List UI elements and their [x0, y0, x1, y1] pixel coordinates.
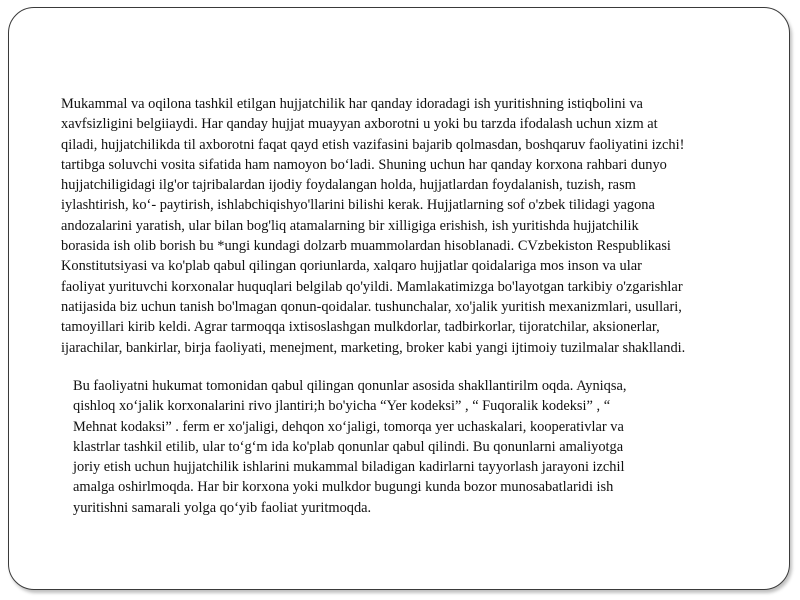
paragraph-1-line: borasida ish olib borish bu *ungi kundagi dolzarb muammolardan hisoblanadi. CVzbekiston Respublikasi: [61, 238, 671, 255]
paragraph-1-line: tartibga soluvchi vosita sifatida ham namoyon bo‘ladi. Shuning uchun har qanday korxona rahbari dunyo: [61, 156, 667, 173]
paragraph-1-line: faoliyat yurituvchi korxonalar huquqlari belgilab qo'yildi. Mamlakatimizga bo'layotgan tarkibiy o'zgarishlar: [61, 278, 683, 295]
paragraph-2-line: Mehnat kodaksi” . ferm er xo'jaligi, dehqon xo‘jaligi, tomorqa yer uchaskalari, kooperativlar va: [73, 418, 624, 435]
paragraph-1-line: ijarachilar, bankirlar, birja faoliyati, menejment, marketing, broker kabi yangi ijtimoiy tuzilmalar shakllandi.: [61, 339, 686, 356]
paragraph-1: [61, 94, 685, 358]
paragraph-1-line: hujjatchiligidagi ilg'or tajribalardan ijodiy foydalangan holda, hujjatlardan foydalanish, tuzish, rasm: [61, 177, 636, 194]
paragraph-1-line: iylashtirish, ko‘- paytirish, ishlabchiqishyo'llarini bilishi kerak. Hujjatlarning sof o'zbek tilidagi yagona: [61, 197, 655, 214]
paragraph-1-line: xavfsizligini belgiiaydi. Har qanday hujjat muayyan axborotni u yoki bu tarzda ifodalash uchun xizm at: [61, 116, 658, 133]
paragraph-1-line: Konstitutsiyasi va ko'plab qabul qilingan qoriunlarda, xalqaro hujjatlar qoidalariga mos inson va ular: [61, 258, 642, 275]
paragraph-2-line: qishloq xo‘jalik korxonalarini rivo jlantiri;h bo'yicha “Yer kodeksi” , “ Fuqoralik kodeksi” , “: [73, 398, 611, 415]
paragraph-2-line: joriy etish uchun hujjatchilik ishlarini mukammal biladigan kadirlarni tayyorlash jarayoni izchil: [73, 459, 625, 476]
paragraph-1-line: andozalarini yaratish, ular bilan bog'liq atamalarning bir xilligiga erishish, ish yuritishda hujjatchilik: [61, 217, 639, 234]
paragraph-1-line: tamoyillari kirib keldi. Agrar tarmoqqa ixtisoslashgan mulkdorlar, tadbirkorlar, tijoratchilar, aksionerlar,: [61, 319, 660, 336]
paragraph-2: [73, 376, 626, 518]
paragraph-2-line: yuritishni samarali yolga qo‘yib faoliat yuritmoqda.: [73, 499, 372, 516]
paragraph-2-line: amalga oshirlmoqda. Har bir korxona yoki mulkdor bugungi kunda bozor munosabatlaridi ish: [73, 479, 614, 496]
paragraph-1-line: qiladi, hujjatchilikda til axborotni faqat qayd etish vazifasini bajarib qolmasdan, boshqaruv faoliyatini izchi!: [61, 136, 685, 153]
paragraph-1-line: Mukammal va oqilona tashkil etilgan hujjatchilik har qanday idoradagi ish yuritishning istiqbolini va: [61, 96, 643, 112]
paragraph-1-line: natijasida biz uchun tanish bo'lmagan qonun-qoidalar. tushunchalar, xo'jalik yuritish mexanizmlari, usullari,: [61, 298, 682, 315]
paragraph-2-line: klastrlar tashkil etilib, ular to‘g‘m ida ko'plab qonunlar qabul qilindi. Bu qonunlarni amaliyotga: [73, 438, 624, 455]
slide-frame: [8, 7, 790, 590]
paragraph-2-line: Bu faoliyatni hukumat tomonidan qabul qilingan qonunlar asosida shakllantirilm oqda. Ayniqsa,: [73, 378, 627, 394]
